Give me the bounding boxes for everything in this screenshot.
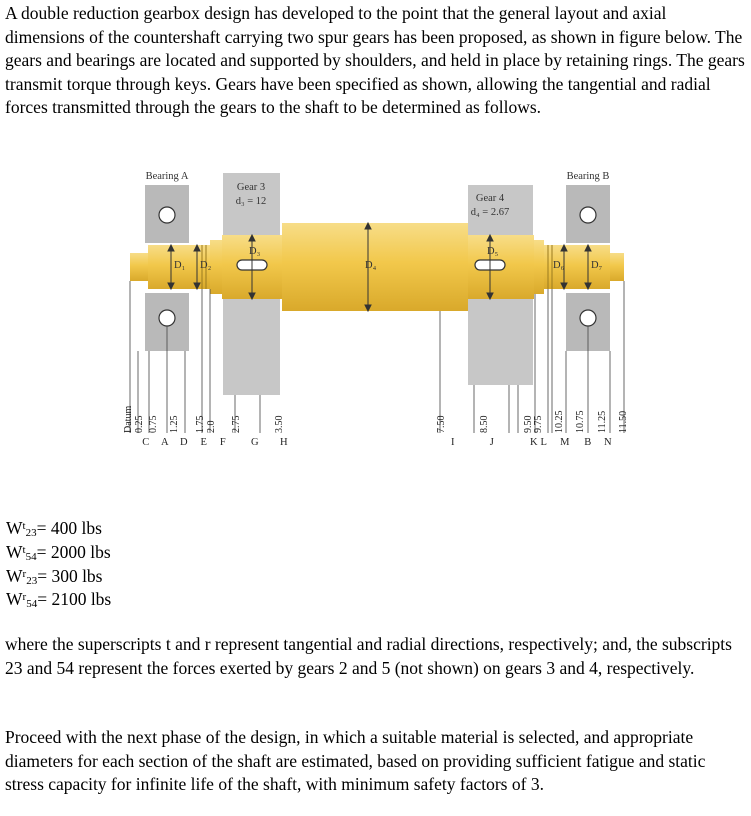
bearing-b-ball-bottom bbox=[580, 310, 596, 326]
diameter-label-d1: D₁ bbox=[174, 260, 186, 271]
proceed-paragraph: Proceed with the next phase of the design, in which a suitable material is selected, and appropriate diameters for each section of the shaft are estimated, based on providing sufficient fatigue and static stress capacity for infinite life of the shaft, with minimum safety factors of 3. bbox=[5, 727, 706, 795]
bearing-b-label: Bearing B bbox=[566, 171, 610, 182]
gear-4-label: Gear 4 bbox=[475, 193, 505, 204]
diameter-label-d6: D₆ bbox=[553, 260, 565, 271]
diameter-label-d5: D₅ bbox=[487, 246, 499, 257]
diameter-label-d3: D₃ bbox=[249, 246, 261, 257]
where-paragraph: where the superscripts t and r represent tangential and radial directions, respectively; and, the subscripts 23 and 54 represent the forces exerted by gears 2 and 5 (not shown) on gears 3 and 4, respectively. bbox=[5, 634, 732, 678]
force-value: = 2000 lbs bbox=[36, 541, 111, 562]
bearing-b-ball-top bbox=[580, 207, 596, 223]
diameter-label-d7: D₇ bbox=[591, 260, 603, 271]
point-k: K bbox=[529, 437, 539, 448]
axial-dim-2.0: 2.0 bbox=[206, 420, 217, 433]
force-value: = 400 lbs bbox=[36, 518, 102, 538]
axial-dim-8.50: 8.50 bbox=[479, 415, 490, 433]
diameter-label-d4: D₄ bbox=[365, 260, 377, 271]
point-d: D bbox=[179, 437, 189, 448]
force-direction: t bbox=[22, 543, 26, 556]
force-wt54 bbox=[6, 541, 111, 565]
force-direction: r bbox=[22, 567, 27, 580]
force-subscript: 54 bbox=[26, 598, 38, 611]
force-symbol: W bbox=[6, 565, 23, 586]
force-direction: t bbox=[22, 520, 26, 532]
point-e: E bbox=[200, 437, 208, 448]
force-subscript: 23 bbox=[25, 527, 37, 539]
force-subscript: 23 bbox=[26, 574, 38, 587]
axial-dim-7.50: 7.50 bbox=[436, 415, 447, 433]
force-symbol: W bbox=[6, 541, 23, 562]
gear-4-diameter: d₄ = 2.67 bbox=[470, 207, 510, 218]
force-value: = 300 lbs bbox=[37, 565, 103, 586]
axial-dim-3.50: 3.50 bbox=[274, 415, 285, 433]
bearing-a-ball-top bbox=[159, 207, 175, 223]
force-wt23 bbox=[6, 517, 111, 541]
point-b: B bbox=[584, 437, 592, 448]
force-subscript: 54 bbox=[25, 550, 37, 563]
axial-dim-2.75: 2.75 bbox=[231, 415, 242, 433]
axial-dim-9.50: 9.50 bbox=[523, 415, 534, 433]
point-n: N bbox=[603, 437, 613, 448]
point-l: L bbox=[540, 437, 548, 448]
force-value: = 2100 lbs bbox=[37, 589, 112, 610]
axial-dim-11.25: 11.25 bbox=[597, 410, 608, 433]
diameter-label-d2: D₂ bbox=[200, 260, 212, 271]
force-direction: r bbox=[22, 591, 27, 604]
gear-3-label: Gear 3 bbox=[236, 182, 266, 193]
point-i: I bbox=[451, 437, 455, 448]
axial-dim-0.75: 0.75 bbox=[148, 415, 159, 433]
gear-3-diameter: d₃ = 12 bbox=[235, 196, 267, 207]
axial-dim-0.25: 0.25 bbox=[134, 415, 145, 433]
axial-dim-11.50: 11.50 bbox=[618, 410, 629, 433]
point-c: C bbox=[142, 437, 150, 448]
axial-dim-1.25: 1.25 bbox=[169, 415, 180, 433]
axial-dim-10.25: 10.25 bbox=[554, 410, 565, 433]
force-list bbox=[6, 517, 111, 612]
force-symbol: W bbox=[6, 589, 23, 610]
point-a: A bbox=[160, 437, 170, 448]
point-j: J bbox=[489, 437, 495, 448]
intro-paragraph: A double reduction gearbox design has developed to the point that the general layout and axial dimensions of the countershaft carrying two spur gears has been proposed, as shown in figure below. The gears and bearings are located and supported by shoulders, and held in place by retaining rings. The gears transmit torque through keys. Gears have been specified as shown, allowing the tangential and radial forces transmitted through the gears to the shaft to be determined as follows. bbox=[5, 3, 745, 118]
bearing-a-label: Bearing A bbox=[145, 171, 189, 182]
axial-dim-1.75: 1.75 bbox=[195, 415, 206, 433]
datum-label: Datum bbox=[123, 405, 134, 433]
force-symbol: W bbox=[6, 518, 23, 538]
axial-dim-9.75: 9.75 bbox=[533, 415, 544, 433]
point-m: M bbox=[560, 437, 570, 448]
point-h: H bbox=[279, 437, 289, 448]
force-wr54 bbox=[6, 588, 111, 612]
force-wr23 bbox=[6, 565, 111, 589]
countershaft-figure bbox=[118, 165, 638, 455]
bearing-a-ball-bottom bbox=[159, 310, 175, 326]
axial-dim-10.75: 10.75 bbox=[575, 410, 586, 433]
point-f: F bbox=[219, 437, 227, 448]
point-g: G bbox=[250, 437, 260, 448]
